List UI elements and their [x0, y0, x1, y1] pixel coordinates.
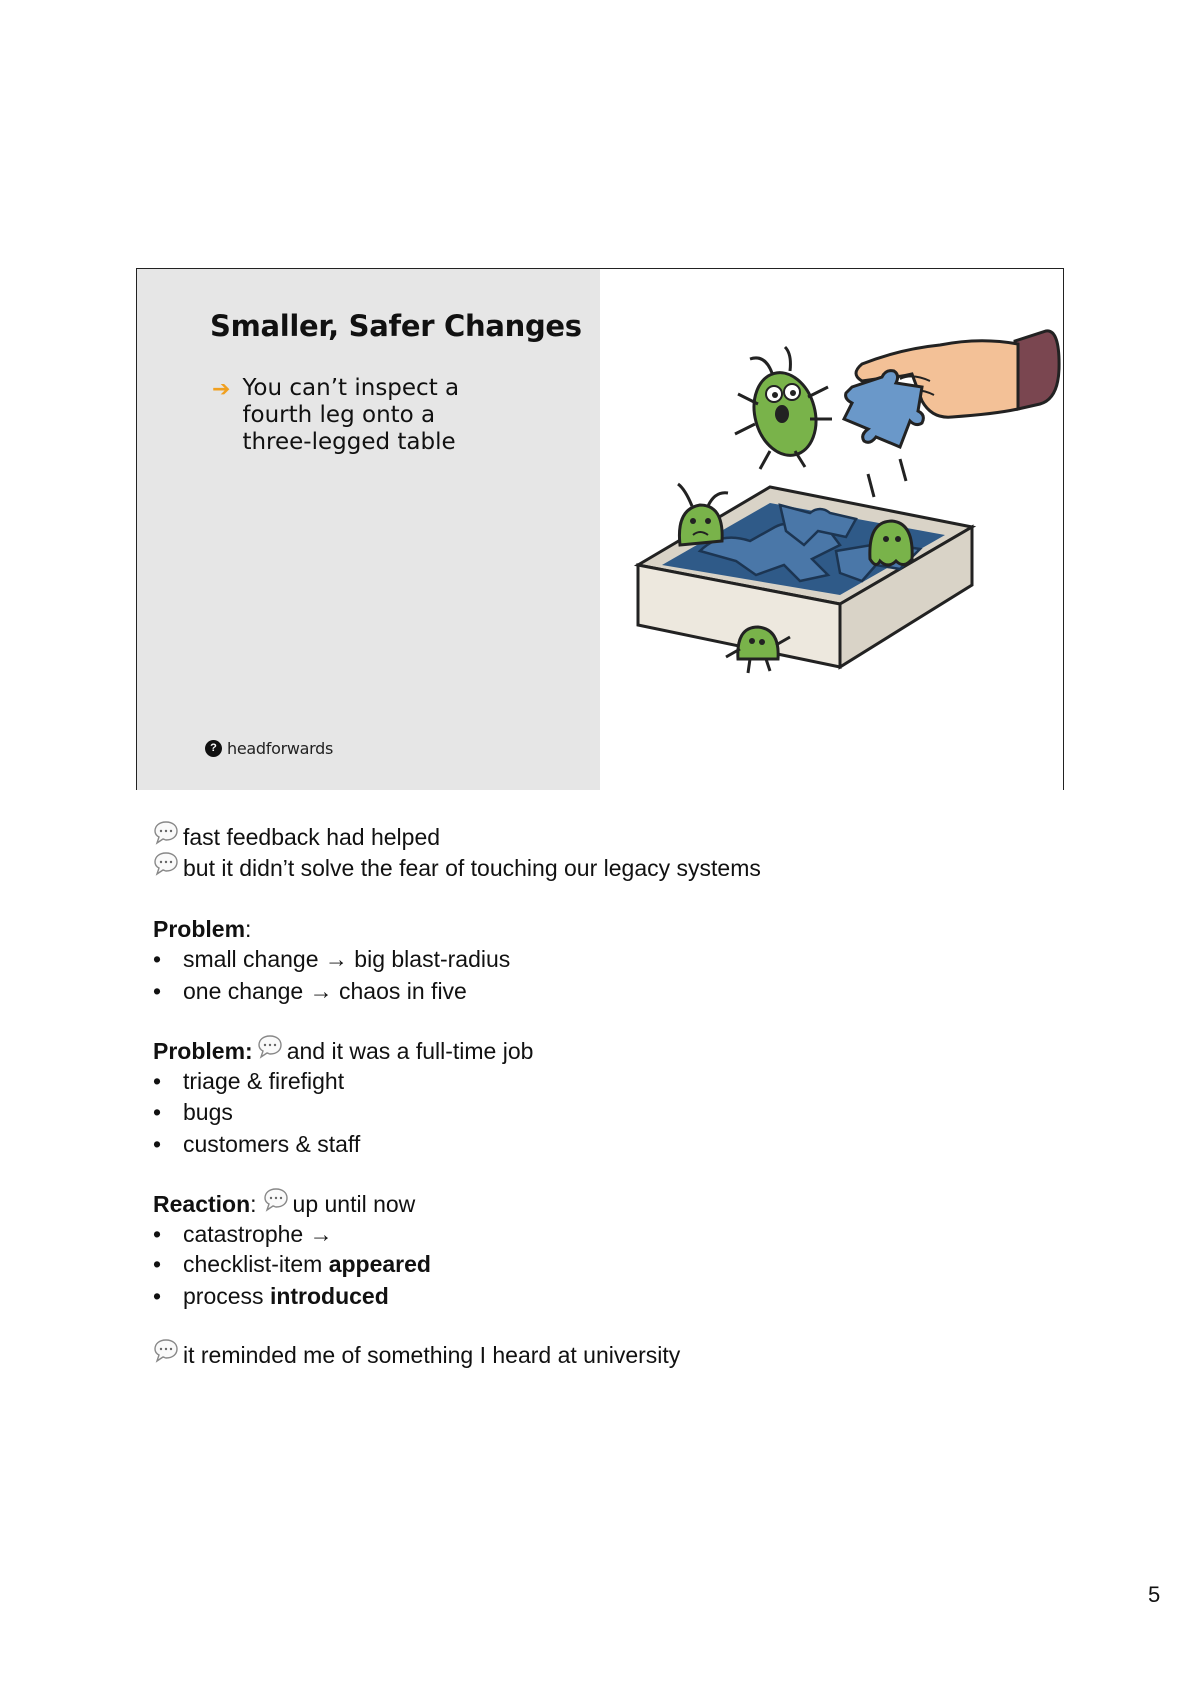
list-item-text: bugs [183, 1099, 233, 1125]
note-text: it reminded me of something I heard at university [183, 1342, 681, 1368]
list-item-text: checklist-item [183, 1251, 329, 1277]
note-text: fast feedback had helped [183, 824, 441, 850]
list-item [153, 978, 467, 1005]
page-number: 5 [1148, 1582, 1161, 1607]
list-item-text: process [183, 1283, 270, 1309]
puzzle-bugs-illustration [600, 269, 1064, 791]
list-item-text: triage & firefight [183, 1068, 345, 1094]
list-item [153, 1221, 333, 1248]
list-item-text: customers & staff [183, 1131, 361, 1157]
section-colon: : [250, 1191, 257, 1217]
bullet-dot: • [153, 1283, 162, 1309]
logo-text: headforwards [227, 739, 334, 758]
section-colon: : [245, 1038, 253, 1064]
note-line [153, 824, 440, 851]
speech-bubble-icon [257, 1039, 285, 1065]
headforwards-logo [205, 739, 333, 758]
bullet-dot: • [153, 1068, 162, 1094]
section-heading [153, 1038, 533, 1065]
section-heading [153, 1191, 415, 1218]
list-item-bold: introduced [269, 1283, 389, 1309]
list-item [153, 946, 510, 973]
speech-bubble-icon [153, 1343, 181, 1369]
slide-title: Smaller, Safer Changes [210, 309, 582, 343]
list-item [153, 1068, 344, 1095]
head-logo-icon: ? [205, 740, 222, 757]
section-colon: : [245, 916, 252, 942]
list-item-bold: appeared [328, 1251, 431, 1277]
arrow-right-icon: ➔ [212, 376, 231, 401]
slide-bullet [212, 375, 472, 456]
slide-text-panel [137, 269, 600, 790]
bullet-dot: • [153, 978, 162, 1004]
list-item-text: small change → big blast-radius [183, 946, 511, 972]
speech-bubble-icon [263, 1192, 291, 1218]
section-tail: and it was a full-time job [286, 1038, 534, 1064]
list-item [153, 1251, 431, 1278]
note-line [153, 855, 761, 882]
speech-bubble-icon [153, 825, 181, 851]
slide-thumbnail [136, 268, 1064, 790]
section-label: Problem [153, 1038, 246, 1064]
section-tail: up until now [292, 1191, 416, 1217]
bullet-dot: • [153, 1221, 162, 1247]
list-item [153, 1131, 360, 1158]
note-line [153, 1342, 680, 1369]
bullet-dot: • [153, 1251, 162, 1277]
note-text: but it didn’t solve the fear of touching our legacy systems [183, 855, 761, 881]
slide-bullet-text: You can’t inspect a fourth leg onto a three-legged table [242, 375, 460, 455]
section-heading [153, 916, 251, 943]
bullet-dot: • [153, 1131, 162, 1157]
list-item [153, 1283, 389, 1310]
speech-bubble-icon [153, 856, 181, 882]
bullet-dot: • [153, 946, 162, 972]
section-label: Problem [153, 916, 246, 942]
list-item-text: one change → chaos in five [183, 978, 467, 1004]
list-item-text: catastrophe → [183, 1221, 333, 1247]
section-label: Reaction [153, 1191, 251, 1217]
bullet-dot: • [153, 1099, 162, 1125]
list-item [153, 1099, 233, 1126]
